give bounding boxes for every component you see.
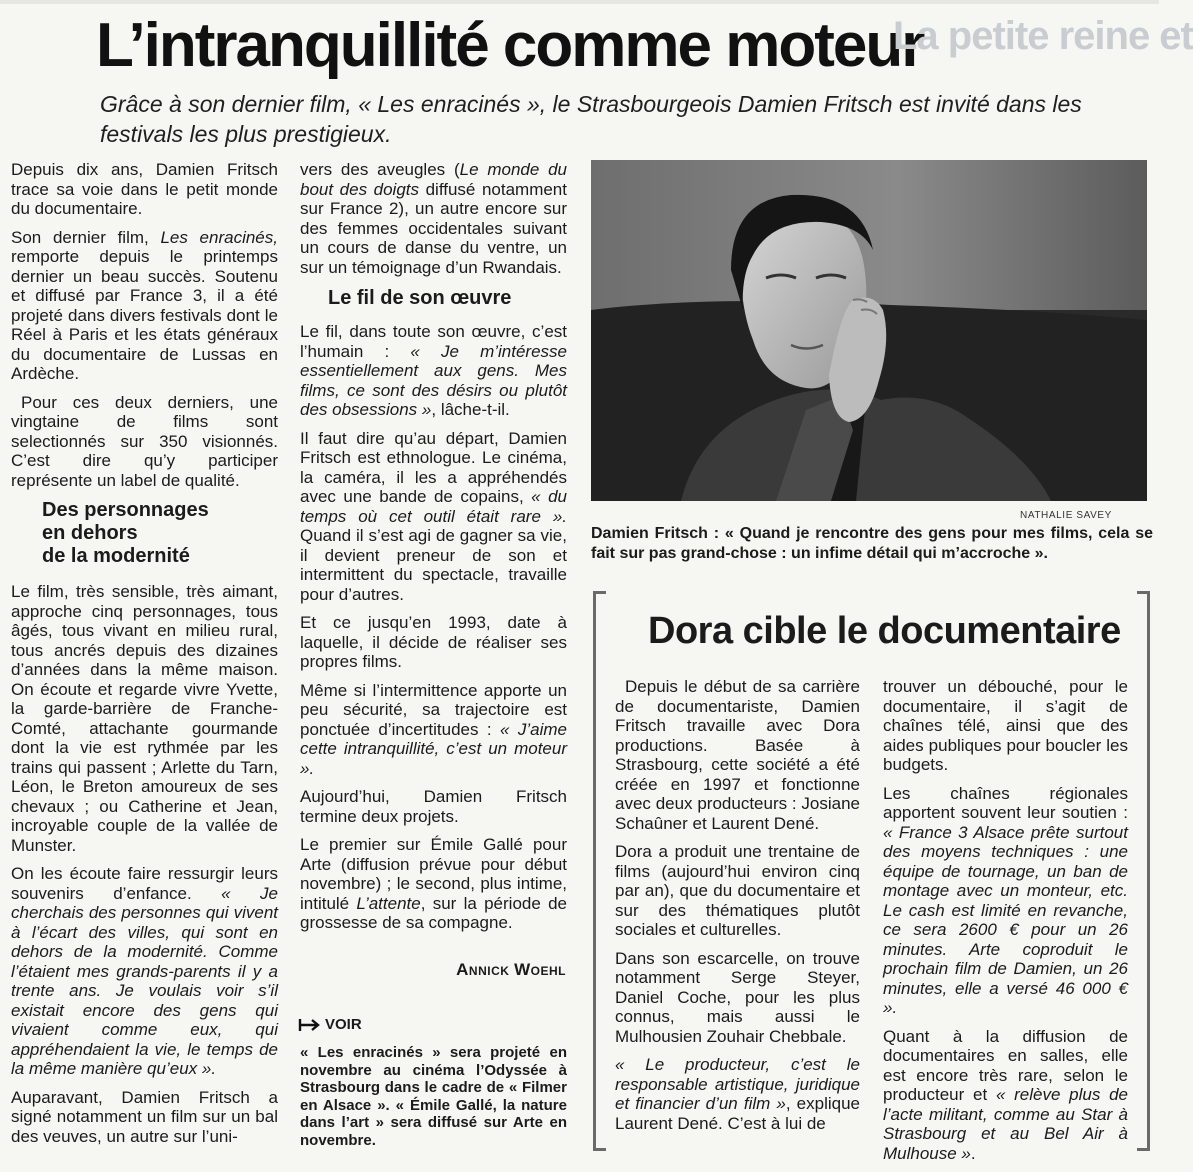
text: vers des aveugles ( — [300, 160, 460, 179]
paragraph: Le film, très sensible, très aimant, approche cinq personnages, tous âgés, tous vivant en milieu rural, tous ancrés depuis des dizaines d’années dans la même maison. On écoute et regarde vivre Yvette, la garde-barrière de Franche-Comté, attachante gourmande dont la vie est rythmée par les trains qui passent ; Arlette du Tarn, Léon, le Breton amoureux de ses chevaux ; ou Catherine et Jean, incroyable couple de la vallée de Munster. — [11, 582, 278, 855]
paragraph: Et ce jusqu’en 1993, date à laquelle, il décide de réaliser ses propres films. — [300, 613, 567, 671]
paragraph — [300, 322, 567, 420]
text: Quand il s’est agi de gagner sa vie, il devient preneur de son et intermittent du spectacle, travaille pour d’autres. — [300, 526, 567, 604]
photo-caption: Damien Fritsch : « Quand je rencontre des gens pour mes films, cela se fait sur pas grand-chose : un infime détail qui m’accroche ». — [591, 525, 1153, 562]
film-title: Le monde du bout des doigts — [300, 160, 568, 199]
paragraph — [883, 784, 1128, 1018]
paragraph — [300, 835, 567, 933]
paragraph — [11, 864, 278, 1079]
text: Quant à la diffusion de documentaires en salles, elle est encore très rare, selon le producteur et — [883, 1026, 1128, 1104]
subheading-line: de la modernité — [42, 545, 190, 567]
quote: « du temps où cet outil était rare ». — [300, 487, 567, 526]
text: diffusé notamment sur France 2), un autre encore sur des femmes occidentales suivant un cours de danse du ventre, un sur un témoignage d’un Rwandais. — [300, 179, 567, 277]
quote: « relève plus de l’acte militant, comme au Star à Strasbourg et au Bel Air à Mulhouse » — [883, 1085, 1128, 1163]
paragraph: Auparavant, Damien Fritsch a signé notamment un film sur un bal des veuves, un autre sur l’uni- — [11, 1087, 278, 1146]
text: Les chaînes régionales apportent souvent leur soutien : — [883, 783, 1128, 822]
text: , lâche-t-il. — [431, 400, 510, 419]
paragraph — [11, 228, 278, 384]
voir-label-text: VOIR — [325, 1016, 362, 1033]
paragraph — [300, 681, 567, 779]
standfirst: Grâce à son dernier film, « Les enracinés », le Strasbourgeois Damien Fritsch est invité dans les festivals les plus prestigieux. — [100, 91, 1082, 147]
photo-credit: NATHALIE SAVEY — [1020, 510, 1112, 521]
neighbor-headline: La petite reine et — [893, 14, 1193, 58]
subheading-line: en dehors — [42, 522, 138, 544]
text: , explique Laurent Dené. C’est à lui de — [615, 1094, 860, 1133]
film-title: L’attente — [356, 893, 421, 913]
paragraph: Depuis le début de sa carrière de documentariste, Damien Fritsch travaille avec Dora productions. Basée à Strasbourg, cette société a été créée en 1997 et fonctionne avec deux producteurs : Josiane Schaûner et Laurent Dené. — [615, 677, 860, 833]
quote: « Je cherchais des personnes qui vivent à l’écart des villes, qui sont en dehors de la modernité. Comme l’étaient mes grands-parents il y a trente ans. Je voulais voir s’il existait encore des gens qui vivaient comme eux, qui appréhendaient la vie, le temps de la même manière qu’eux ». — [11, 883, 278, 1078]
arrow-right-icon — [299, 1018, 321, 1032]
quote: « Je m’intéresse essentiellement aux gens. Mes films, ce sont des désirs ou plutôt des obsessions » — [300, 341, 567, 419]
author-first-name: Annick — [456, 960, 510, 979]
text: , sur la période de grossesse de sa compagne. — [300, 893, 567, 932]
subheading: Le fil de son œuvre — [328, 287, 512, 309]
box-title: Dora cible le documentaire — [648, 610, 1121, 652]
text: Le premier sur Émile Gallé pour Arte (diffusion prévue pour début novembre) ; le second, plus intime, intitulé — [300, 835, 567, 913]
text: Son dernier film, — [11, 227, 161, 247]
page-top-edge — [0, 0, 1159, 4]
quote: « J’aime cette intranquillité, c’est un moteur ». — [300, 719, 567, 778]
text: Le fil, dans toute son œuvre, c’est l’humain : — [300, 322, 567, 361]
text: remporte depuis le printemps dernier un beau succès. Soutenu et diffusé par France 3, il a été projeté dans divers festivals dont le Réel à Paris et les états généraux du documentaire de Lussas en Ardèche. — [11, 247, 278, 383]
paragraph: trouver un débouché, pour le documentaire, il s’agit de chaînes télé, ainsi que des aides publiques pour boucler les budgets. — [883, 677, 1128, 774]
paragraph — [883, 1027, 1128, 1164]
text: Même si l’intermittence apporte un peu sécurité, sa trajectoire est ponctuée d’incertitudes : — [300, 680, 567, 739]
box-column-1 — [615, 677, 860, 1142]
portrait-photo — [591, 160, 1147, 501]
voir-text: « Les enracinés » sera projeté en novembre au cinéma l’Odyssée à Strasbourg dans le cadre de « Filmer en Alsace ». « Émile Gallé, la nature dans l’art » sera diffusé sur Arte en novembre. — [300, 1044, 567, 1149]
text: Il faut dire qu’au départ, Damien Fritsch est ethnologue. Le cinéma, la caméra, il les a appréhendés avec une bande de copains, — [300, 428, 567, 506]
headline: L’intranquillité comme moteur — [96, 11, 924, 80]
quote: « France 3 Alsace prête surtout des moyens techniques : une équipe de tournage, un ban de montage avec un monteur, etc. Le cash est limité en revanche, ce sera 2600 € pour un 26 minutes. Arte coproduit le prochain film de Damien, un 26 minutes, elle a versé 46 000 € ». — [883, 822, 1128, 1017]
box-bracket-left — [593, 591, 606, 1151]
subheading — [11, 499, 278, 568]
paragraph — [300, 160, 567, 277]
paragraph: Aujourd’hui, Damien Fritsch termine deux projets. — [300, 787, 567, 826]
article-column-1 — [11, 160, 278, 1155]
paragraph — [300, 429, 567, 605]
paragraph: Dora a produit une trentaine de films (aujourd’hui environ cinq par an), que du documentaire et sur des thématiques plutôt sociales et culturelles. — [615, 842, 860, 939]
article-column-2 — [300, 160, 567, 942]
box-column-2 — [883, 677, 1128, 1172]
author-last-name: Woehl — [514, 960, 566, 979]
box-bracket-right — [1137, 591, 1150, 1151]
paragraph: Pour ces deux derniers, une vingtaine de films sont selectionnés sur 350 visionnés. C’est dire qu’y participer représente un label de qualité. — [11, 392, 278, 490]
paragraph: Dans son escarcelle, on trouve notamment Serge Steyer, Daniel Coche, pour les plus connus, mais aussi le Mulhousien Zouhair Chebbale. — [615, 948, 860, 1046]
voir-label — [299, 1016, 362, 1033]
subheading-line: Des personnages — [42, 499, 209, 521]
text: . — [970, 1143, 976, 1163]
author-byline — [300, 960, 566, 980]
text: On les écoute faire ressurgir leurs souvenirs d’enfance. — [11, 864, 278, 903]
quote: « Le producteur, c’est le responsable artistique, juridique et financier d’un film » — [615, 1055, 860, 1113]
film-title: Les enracinés, — [160, 227, 278, 247]
portrait-illustration — [591, 160, 1147, 501]
paragraph: Depuis dix ans, Damien Fritsch trace sa voie dans le petit monde du documentaire. — [11, 160, 278, 218]
paragraph — [615, 1055, 860, 1133]
